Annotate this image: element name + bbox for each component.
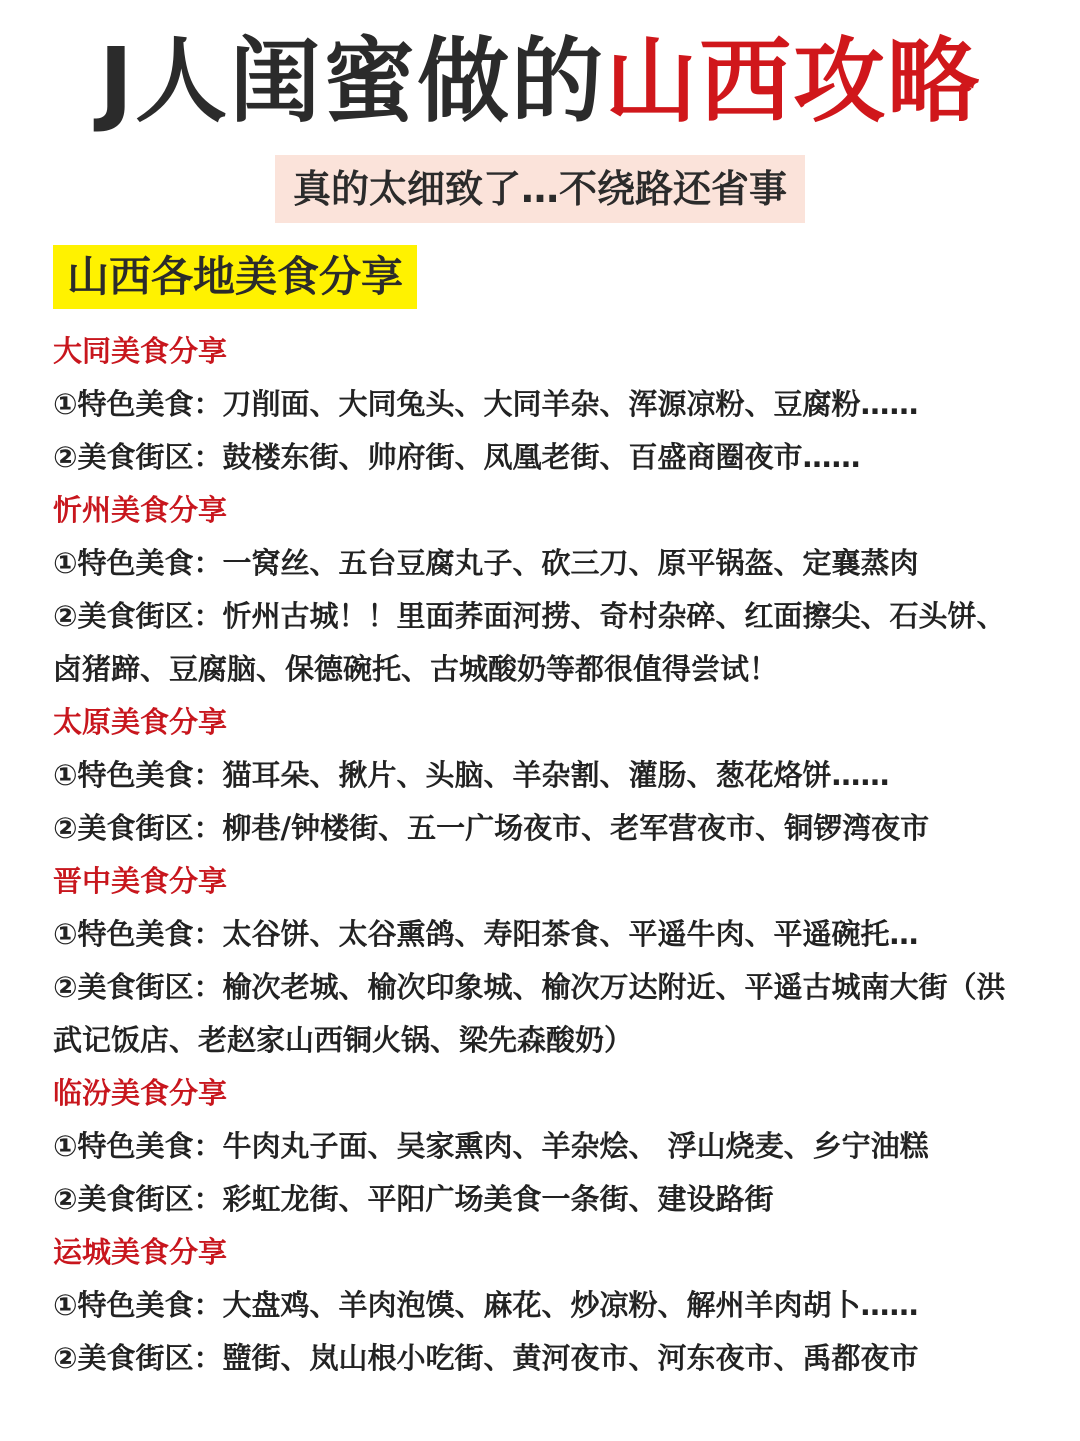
region-title: 太原美食分享 [53, 705, 228, 739]
page-title-part2: 山西攻略 [605, 28, 982, 135]
region-food: ①特色美食：猫耳朵、揪片、头脑、羊杂割、灌肠、葱花烙饼…… [53, 758, 890, 792]
section-title: 山西各地美食分享 [53, 245, 417, 309]
page-title [0, 22, 1080, 142]
region-street: ②美食街区：鼓楼东街、帅府街、凤凰老街、百盛商圈夜市…… [53, 440, 861, 474]
region-food: ①特色美食：一窝丝、五台豆腐丸子、砍三刀、原平锅盔、定襄蒸肉 [53, 546, 919, 580]
region-street: ②美食街区：盬街、岚山根小吃街、黄河夜市、河东夜市、禹都夜市 [53, 1341, 919, 1375]
region-food: ①特色美食：太谷饼、太谷熏鸽、寿阳茶食、平遥牛肉、平遥碗托… [53, 917, 919, 951]
region-title: 大同美食分享 [53, 334, 228, 368]
regions-list [53, 325, 1033, 1385]
region-linfen [53, 1067, 1033, 1226]
region-food: ①特色美食：大盘鸡、羊肉泡馍、麻花、炒凉粉、解州羊肉胡卜…… [53, 1288, 919, 1322]
region-street: ②美食街区：忻州古城！！里面荞面河捞、奇村杂碎、红面擦尖、石头饼、卤猪蹄、豆腐脑、保德碗托、古城酸奶等都很值得尝试！ [53, 599, 1006, 686]
region-taiyuan [53, 696, 1033, 855]
region-title: 忻州美食分享 [53, 493, 228, 527]
region-food: ①特色美食：牛肉丸子面、吴家熏肉、羊杂烩、 浮山烧麦、乡宁油糕 [53, 1129, 929, 1163]
page-title-part1: J人闺蜜做的 [98, 28, 606, 135]
region-street: ②美食街区：榆次老城、榆次印象城、榆次万达附近、平遥古城南大街（洪武记饭店、老赵家山西铜火锅、梁先森酸奶） [53, 970, 1006, 1057]
region-title: 运城美食分享 [53, 1235, 228, 1269]
region-street: ②美食街区：柳巷/钟楼街、五一广场夜市、老军营夜市、铜锣湾夜市 [53, 811, 930, 845]
region-xinzhou [53, 484, 1033, 696]
region-datong [53, 325, 1033, 484]
region-title: 临汾美食分享 [53, 1076, 228, 1110]
region-title: 晋中美食分享 [53, 864, 228, 898]
region-jinzhong [53, 855, 1033, 1067]
subtitle-wrap [0, 155, 1080, 223]
region-food: ①特色美食：刀削面、大同兔头、大同羊杂、浑源凉粉、豆腐粉…… [53, 387, 919, 421]
subtitle: 真的太细致了…不绕路还省事 [275, 155, 805, 223]
region-street: ②美食街区：彩虹龙街、平阳广场美食一条街、建设路街 [53, 1182, 774, 1216]
region-yuncheng [53, 1226, 1033, 1385]
